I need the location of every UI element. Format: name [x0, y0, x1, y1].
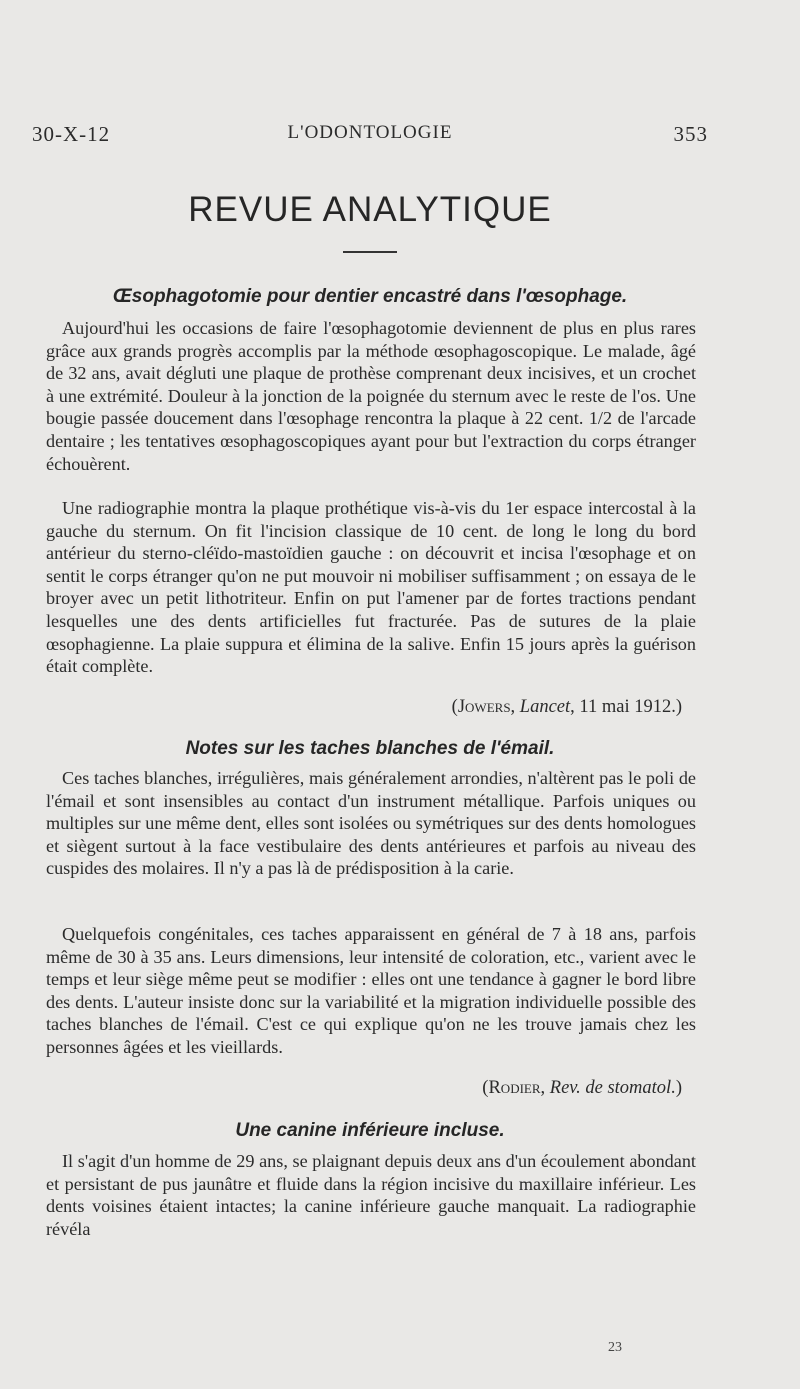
journal-name: L'ODONTOLOGIE	[287, 122, 453, 143]
article-title: Œsophagotomie pour dentier encastré dans l'œsophage.	[112, 286, 628, 307]
citation-author: Rodier	[488, 1078, 541, 1098]
section-title: REVUE ANALYTIQUE	[188, 190, 552, 229]
header-date: 30-X-12	[32, 122, 111, 146]
title-divider	[343, 251, 397, 253]
citation-author: Jowers	[457, 697, 511, 717]
article-paragraph: Quelquefois congénitales, ces taches apparaissent en général de 7 à 18 ans, parfois même de 30 à 35 ans. Leurs dimensions, leur intensité de coloration, etc., varient avec le temps et leur siège même peut se modifier : elles ont une tendance à gagner le bord libre des dents. L'auteur insiste donc sur la variabilité et la migration individuelle possible des taches blanches de l'émail. C'est ce qui explique qu'on ne les trouve jamais chez les personnes âgées et les vieillards.	[46, 924, 696, 1057]
citation-journal: Rev. de stomatol.	[549, 1078, 676, 1098]
running-header	[32, 122, 708, 150]
article-paragraph: Ces taches blanches, irrégulières, mais généralement arrondies, n'altèrent pas le poli de l'émail et sont insensibles au contact d'un instrument métallique. Parfois uniques ou multiples sur une même dent, elles sont isolées ou symétriques sur des dents homologues et siègent surtout à la face vestibulaire des dents antérieures et parfois au niveau des cuspides des molaires. Il n'y a pas là de prédisposition à la carie.	[46, 768, 696, 879]
article-title: Notes sur les taches blanches de l'émail.	[185, 738, 555, 759]
article-title: Une canine inférieure incluse.	[235, 1120, 505, 1141]
signature-mark: 23	[608, 1340, 622, 1355]
article-paragraph: Il s'agit d'un homme de 29 ans, se plaignant depuis deux ans d'un écoulement abondant et persistant de pus jaunâtre et fluide dans la région incisive du maxillaire inférieur. Les dents voisines étaient intactes; la canine inférieure gauche manquait. La radiographie révéla	[46, 1151, 696, 1239]
page-number: 353	[673, 122, 708, 146]
citation-journal: Lancet	[519, 697, 571, 717]
article-paragraph: Aujourd'hui les occasions de faire l'œsophagotomie deviennent de plus en plus rares grâce aux grands progrès accomplis par la méthode œsophagoscopique. Le malade, âgé de 32 ans, avait dégluti une plaque de prothèse comprenant deux incisives, et un crochet à une extrémité. Douleur à la jonction de la poignée du sternum avec le reste de l'os. Une bougie passée doucement dans l'œsophage rencontra la plaque à 22 cent. 1/2 de l'arcade dentaire ; les tentatives œsophagoscopiques ayant pour but l'extraction du corps étranger échouèrent.	[46, 318, 696, 474]
article-citation: (Rodier, Rev. de stomatol.)	[482, 1078, 682, 1098]
article-citation: (Jowers, Lancet, 11 mai 1912.)	[451, 697, 682, 717]
article-paragraph: Une radiographie montra la plaque prothétique vis-à-vis du 1er espace intercostal à la gauche du sternum. On fit l'incision classique de 10 cent. de long le long du bord antérieur du sterno-cléïdo-mastoïdien gauche : on découvrit et incisa l'œsophage et on sentit le corps étranger qu'on ne put mouvoir ni mobiliser suffisamment ; on essaya de le broyer avec un petit lithotriteur. Enfin on put l'amener par de fortes tractions pendant lesquelles une des dents artificielles fut fracturée. Pas de sutures de la plaie œsophagienne. La plaie suppura et élimina de la salive. Enfin 15 jours après la guérison était complète.	[46, 498, 696, 677]
